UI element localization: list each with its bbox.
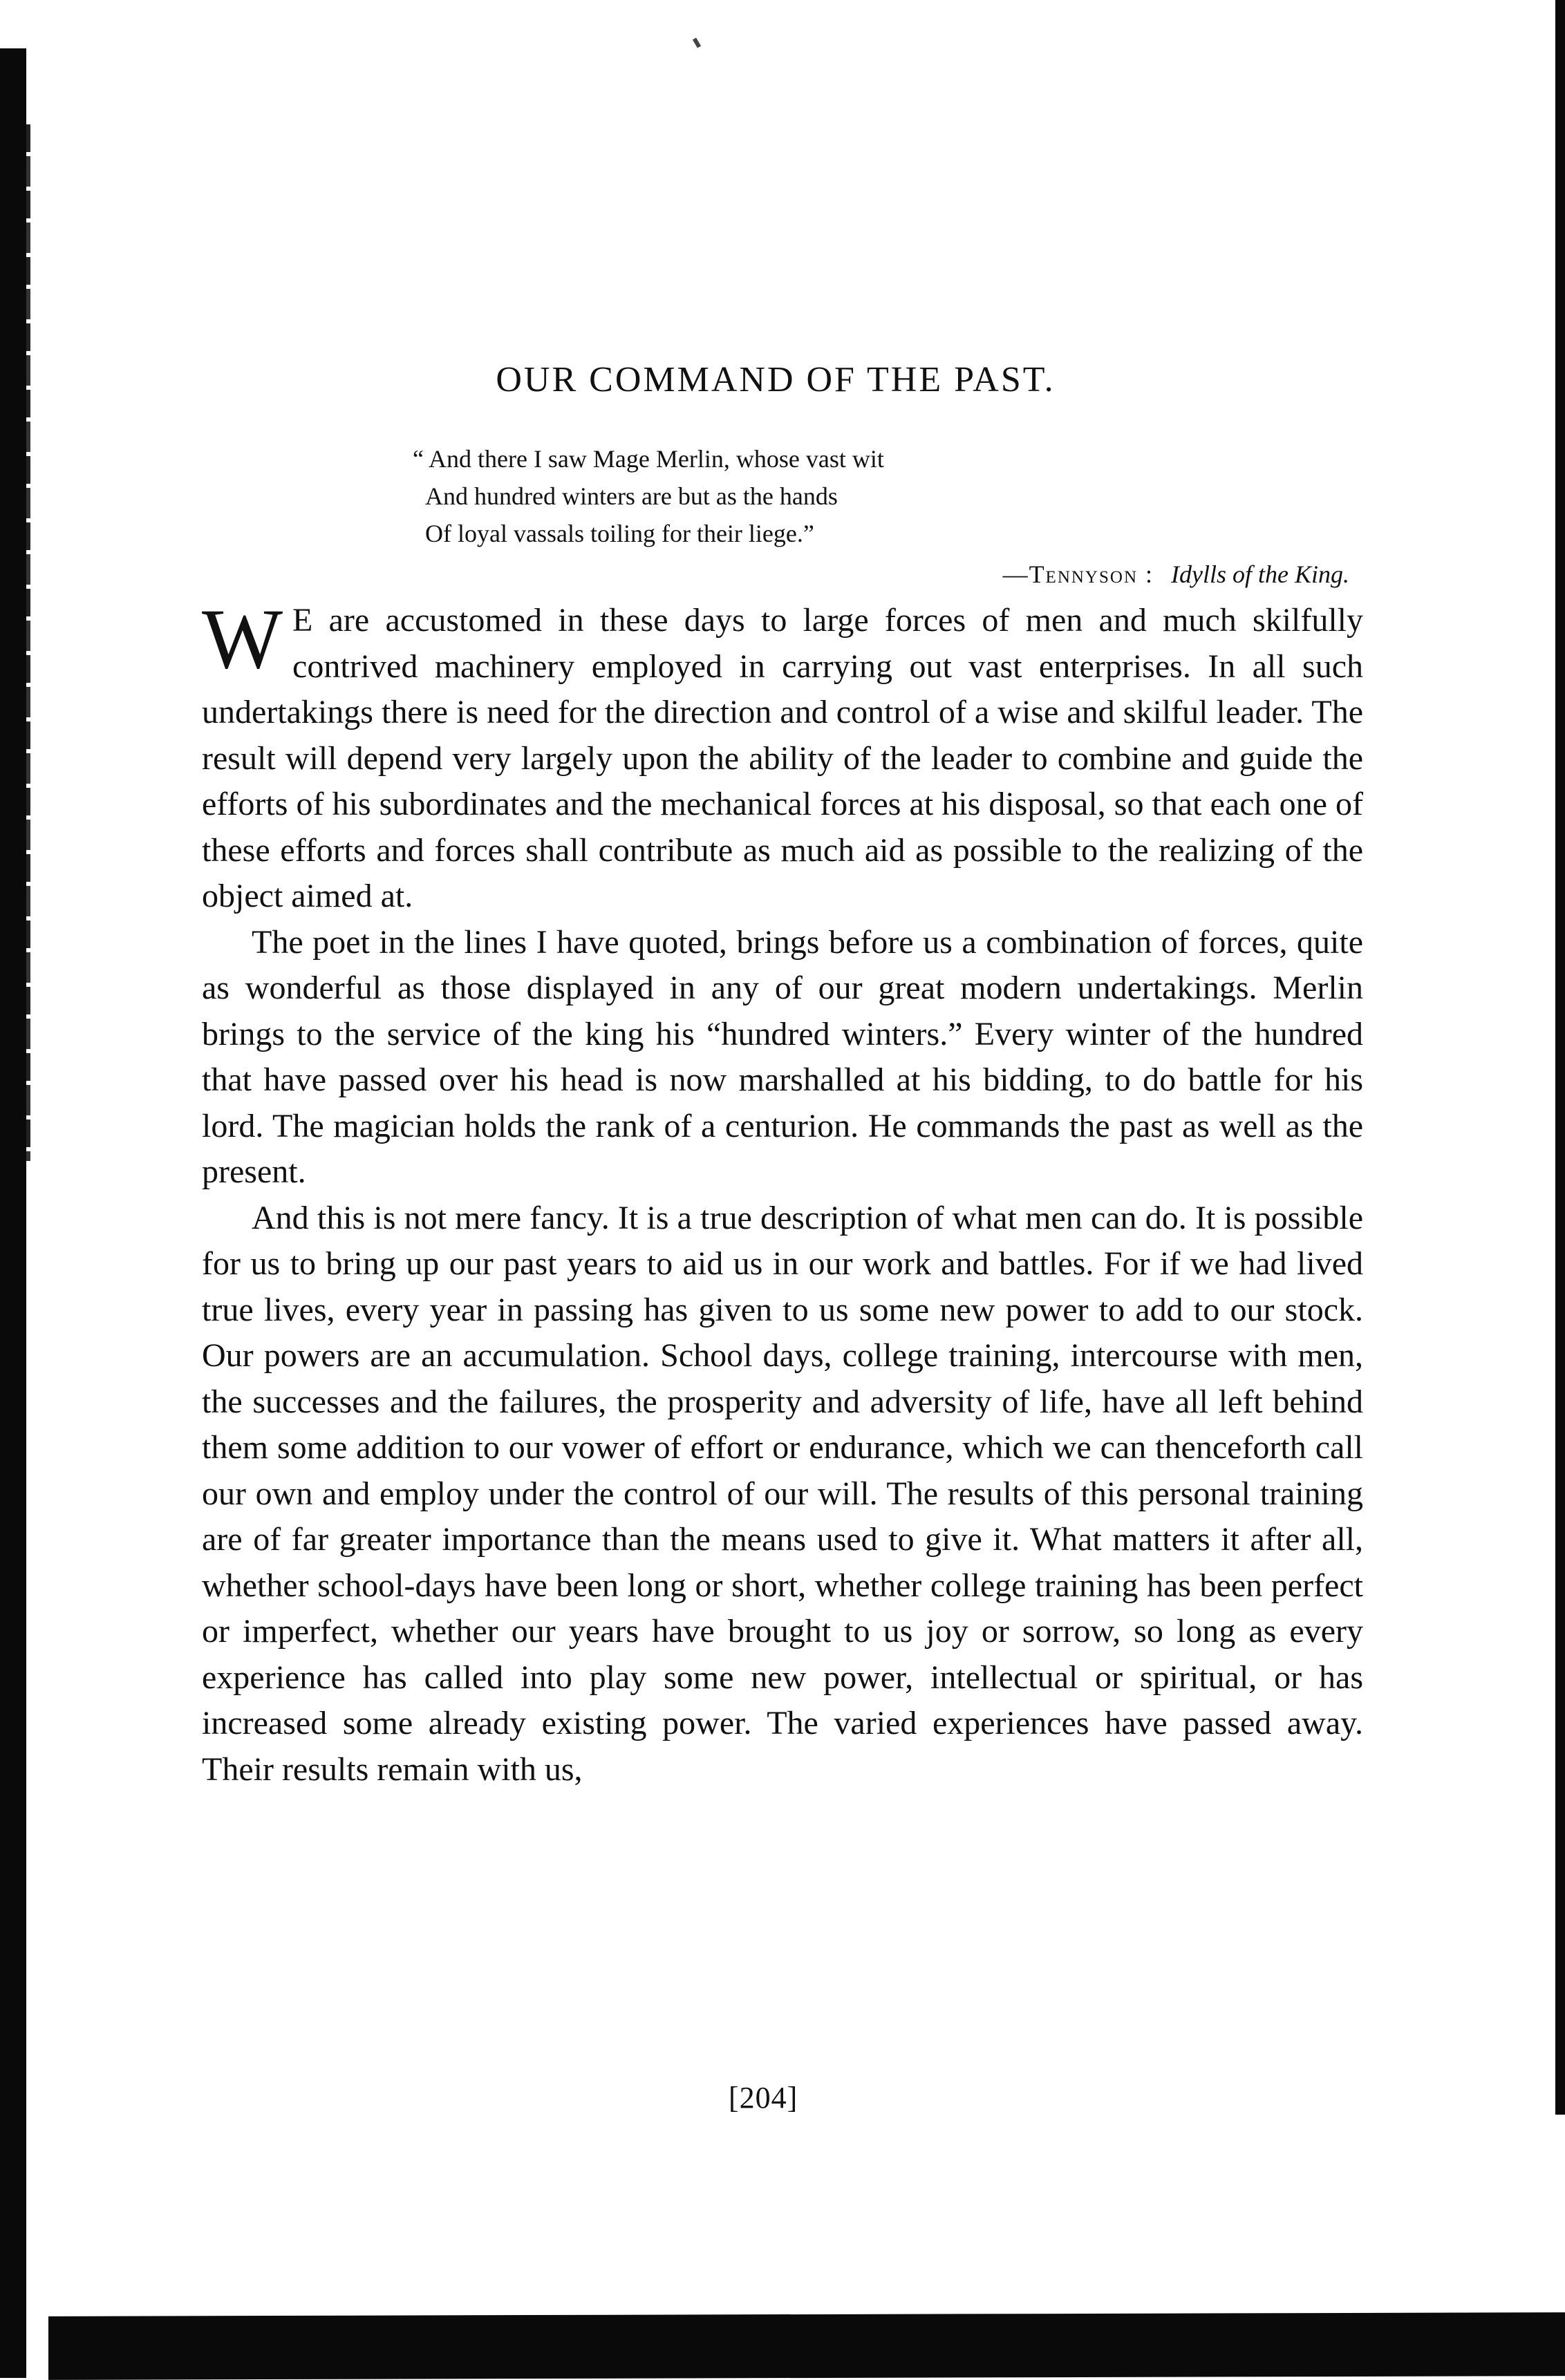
epigraph-line: “ And there I saw Mage Merlin, whose vast wit bbox=[413, 445, 884, 473]
epigraph-attribution bbox=[202, 555, 1363, 594]
epigraph-line: And hundred winters are but as the hands bbox=[425, 482, 838, 510]
body-text bbox=[202, 592, 1363, 1793]
page-title: OUR COMMAND OF THE PAST. bbox=[496, 360, 1056, 399]
scan-border-bottom bbox=[48, 2312, 1565, 2380]
scan-speck bbox=[693, 37, 701, 48]
paragraph: The poet in the lines I have quoted, brings before us a combination of forces, quite as wonderful as those displayed in any of our great modern undertakings. Merlin brings to the service of the king his “hundred winters.” Every winter of the hundred that have passed over his head is now marshalled at his bidding, to do battle for his lord. The magician holds the rank of a centurion. He commands the past as well as the present. bbox=[202, 923, 1363, 1190]
drop-cap: W bbox=[202, 592, 283, 686]
page-content bbox=[202, 359, 1363, 1793]
scan-border-left bbox=[0, 48, 26, 2378]
epigraph-author: —Tennyson : bbox=[1002, 560, 1154, 588]
paragraph-text: E are accustomed in these days to large forces of men and much skilfully contrived machinery employed in carrying out vast enterprises. In all such undertakings there is need for the direction and control of a wise and skilful leader. The result will depend very largely upon the ability of the leader to combine and guide the efforts of his subordinates and the mechanical forces at his disposal, so that each one of these efforts and forces shall contribute as much aid as possible to the realizing of the object aimed at. bbox=[202, 602, 1363, 914]
page-number: [204] bbox=[729, 2081, 798, 2115]
paragraph bbox=[202, 592, 1363, 920]
scan-border-right bbox=[1555, 0, 1565, 2115]
paragraph: And this is not mere fancy. It is a true description of what men can do. It is possible for us to bring up our past years to aid us in our work and battles. For if we had lived true lives, every year in passing has given to us some new power to add to our stock. Our powers are an accumulation. School days, college training, intercourse with men, the successes and the failures, the prosperity and adversity of life, have all left behind them some addition to our vower of effort or endurance, which we can thenceforth call our own and employ under the control of our will. The results of this personal training are of far greater importance than the means used to give it. What matters it after all, whether school-days have been long or short, whether college training has been perfect or imperfect, whether our years have brought to us joy or sorrow, so long as every experience has called into play some new power, intellectual or spiritual, or has increased some already existing power. The varied experiences have passed away. Their results remain with us, bbox=[202, 1199, 1363, 1788]
epigraph-line: Of loyal vassals toiling for their liege.” bbox=[425, 520, 814, 547]
epigraph-work: Idylls of the King. bbox=[1171, 560, 1349, 588]
scan-border-left-noise bbox=[26, 124, 30, 1161]
epigraph bbox=[413, 440, 1363, 552]
